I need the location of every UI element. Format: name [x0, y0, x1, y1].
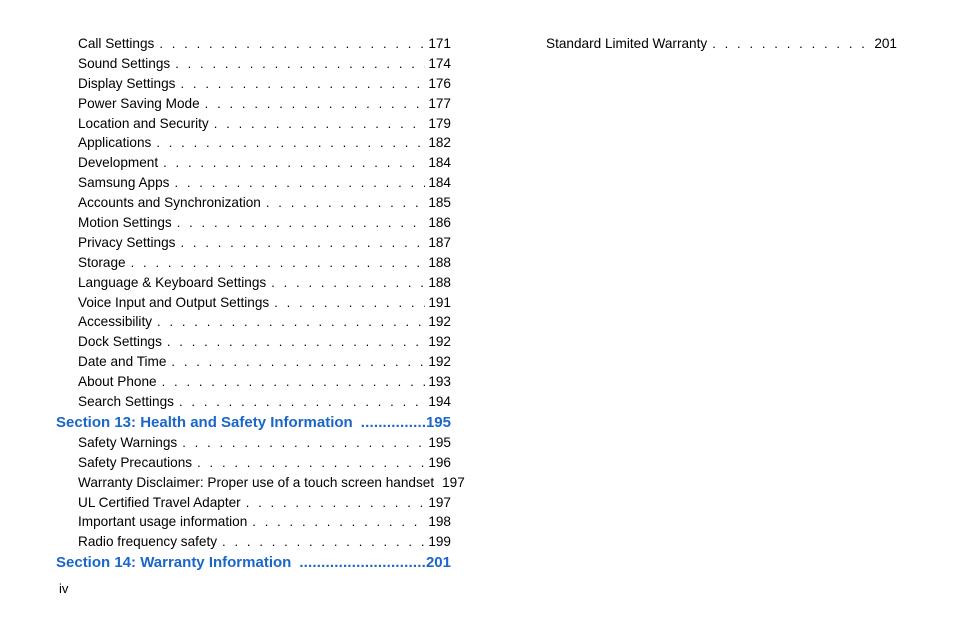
toc-title[interactable]: About Phone — [78, 374, 157, 390]
dot-leader — [222, 532, 425, 552]
dot-leader — [252, 512, 425, 532]
toc-entry-search-settings[interactable] — [56, 392, 451, 412]
toc-page-number[interactable]: 171 — [428, 36, 451, 51]
toc-title[interactable]: Privacy Settings — [78, 234, 176, 250]
dot-leader — [163, 153, 425, 173]
toc-page-number[interactable]: 179 — [428, 115, 451, 131]
page-number: iv — [59, 581, 69, 596]
toc-entry-about-phone[interactable] — [56, 372, 451, 392]
toc-title[interactable]: Sound Settings — [78, 55, 171, 71]
toc-page-number[interactable]: 192 — [428, 354, 451, 370]
toc-title[interactable]: Radio frequency safety — [78, 534, 218, 550]
toc-entry-accounts-and-synchronization[interactable] — [56, 193, 451, 213]
toc-page-number[interactable]: 197 — [428, 494, 451, 510]
toc-page-number[interactable]: 186 — [428, 215, 451, 231]
toc-entry-safety-warnings[interactable] — [56, 433, 451, 453]
toc-page-number[interactable]: 184 — [428, 175, 451, 191]
toc-page-number[interactable]: 174 — [428, 55, 451, 71]
toc-section-section-14-warranty-information[interactable] — [56, 552, 451, 573]
dot-leader — [159, 34, 425, 54]
toc-page-number[interactable]: 193 — [428, 374, 451, 390]
toc-title[interactable]: Storage — [78, 254, 126, 270]
toc-entry-call-settings[interactable] — [56, 34, 451, 54]
toc-title[interactable]: Call Settings — [78, 36, 155, 51]
toc-entry-accessibility[interactable] — [56, 312, 451, 332]
toc-entry-motion-settings[interactable] — [56, 213, 451, 233]
toc-title[interactable]: Development — [78, 155, 159, 171]
toc-entry-applications[interactable] — [56, 133, 451, 153]
toc-entry-location-and-security[interactable] — [56, 114, 451, 134]
toc-entry-radio-frequency-safety[interactable] — [56, 532, 451, 552]
toc-title[interactable]: Standard Limited Warranty — [546, 36, 708, 51]
toc-left-column — [56, 34, 465, 573]
toc-title[interactable]: Language & Keyboard Settings — [78, 274, 267, 290]
toc-title[interactable]: Accessibility — [78, 314, 153, 330]
toc-page-number[interactable]: 192 — [428, 334, 451, 350]
dot-leader — [361, 412, 426, 433]
toc-title[interactable]: Date and Time — [78, 354, 167, 370]
toc-title[interactable]: Accounts and Synchronization — [78, 195, 261, 211]
toc-title[interactable]: Voice Input and Output Settings — [78, 294, 270, 310]
dot-leader — [274, 293, 425, 313]
toc-title[interactable]: Display Settings — [78, 75, 176, 91]
toc-page-number[interactable]: 184 — [428, 155, 451, 171]
dot-leader — [712, 34, 871, 54]
dot-leader — [171, 352, 425, 372]
toc-title[interactable]: Safety Warnings — [78, 434, 178, 450]
dot-leader — [131, 253, 426, 273]
toc-page-number[interactable]: 194 — [428, 394, 451, 410]
toc-entry-language-keyboard-settings[interactable] — [56, 273, 451, 293]
toc-page-number[interactable]: 177 — [428, 95, 451, 111]
toc-entry-samsung-apps[interactable] — [56, 173, 451, 193]
toc-page-number[interactable]: 199 — [428, 534, 451, 550]
dot-leader — [156, 133, 425, 153]
toc-page-number[interactable]: 195 — [428, 434, 451, 450]
dot-leader — [180, 74, 425, 94]
dot-leader — [205, 94, 426, 114]
dot-leader — [157, 312, 425, 332]
toc-title[interactable]: Dock Settings — [78, 334, 162, 350]
toc-entry-voice-input-and-output-settings[interactable] — [56, 293, 451, 313]
toc-title[interactable]: Applications — [78, 135, 152, 151]
toc-entry-development[interactable] — [56, 153, 451, 173]
toc-entry-safety-precautions[interactable] — [56, 453, 451, 473]
toc-entry-display-settings[interactable] — [56, 74, 451, 94]
toc-page-number[interactable]: 191 — [428, 294, 451, 310]
toc-page-number[interactable]: 188 — [428, 274, 451, 290]
toc-entry-storage[interactable] — [56, 253, 451, 273]
toc-page-number[interactable]: 195 — [425, 413, 451, 431]
toc-page-number[interactable]: 196 — [428, 454, 451, 470]
dot-leader — [214, 114, 426, 134]
dot-leader — [167, 332, 425, 352]
dot-leader — [175, 54, 425, 74]
dot-leader — [271, 273, 425, 293]
dot-leader — [182, 433, 425, 453]
dot-leader — [174, 173, 425, 193]
toc-title[interactable]: Safety Precautions — [78, 454, 193, 470]
toc-page-number[interactable]: 185 — [428, 195, 451, 211]
toc-entry-dock-settings[interactable] — [56, 332, 451, 352]
toc-right-column — [524, 34, 897, 54]
toc-entry-privacy-settings[interactable] — [56, 233, 451, 253]
toc-title[interactable]: Search Settings — [78, 394, 174, 410]
toc-title[interactable]: Section 14: Warranty Information — [56, 554, 292, 572]
toc-title[interactable]: Section 13: Health and Safety Information — [56, 413, 353, 431]
toc-page-number[interactable]: 201 — [425, 554, 451, 572]
toc-page-number[interactable]: 176 — [428, 75, 451, 91]
toc-page-number[interactable]: 187 — [428, 234, 451, 250]
toc-page-number[interactable]: 197 — [442, 474, 465, 490]
dot-leader — [299, 552, 426, 573]
toc-entry-warranty-disclaimer-proper-use-of-a-touch-screen-handset[interactable] — [56, 473, 465, 493]
toc-title[interactable]: Power Saving Mode — [78, 95, 200, 111]
toc-title[interactable]: Location and Security — [78, 115, 209, 131]
toc-entry-standard-limited-warranty[interactable] — [524, 34, 897, 54]
toc-page-number[interactable]: 198 — [428, 514, 451, 530]
dot-leader — [180, 233, 425, 253]
toc-page-number[interactable]: 188 — [428, 254, 451, 270]
toc-entry-date-and-time[interactable] — [56, 352, 451, 372]
toc-title[interactable]: Samsung Apps — [78, 175, 170, 191]
toc-title[interactable]: Important usage information — [78, 514, 248, 530]
toc-title[interactable]: UL Certified Travel Adapter — [78, 494, 241, 510]
toc-section-section-13-health-and-safety-information[interactable] — [56, 412, 451, 433]
dot-leader — [197, 453, 425, 473]
toc-page-number[interactable]: 192 — [428, 314, 451, 330]
toc-entry-ul-certified-travel-adapter[interactable] — [56, 493, 451, 513]
toc-page-number[interactable]: 182 — [428, 135, 451, 151]
toc-entry-power-saving-mode[interactable] — [56, 94, 451, 114]
toc-page-number[interactable]: 201 — [874, 36, 897, 51]
toc-entry-sound-settings[interactable] — [56, 54, 451, 74]
dot-leader — [177, 213, 426, 233]
toc-entry-important-usage-information[interactable] — [56, 512, 451, 532]
toc-title[interactable]: Warranty Disclaimer: Proper use of a touch screen handset — [78, 474, 435, 490]
toc-title[interactable]: Motion Settings — [78, 215, 172, 231]
dot-leader — [246, 493, 426, 513]
dot-leader — [179, 392, 425, 412]
dot-leader — [162, 372, 426, 392]
dot-leader — [266, 193, 425, 213]
